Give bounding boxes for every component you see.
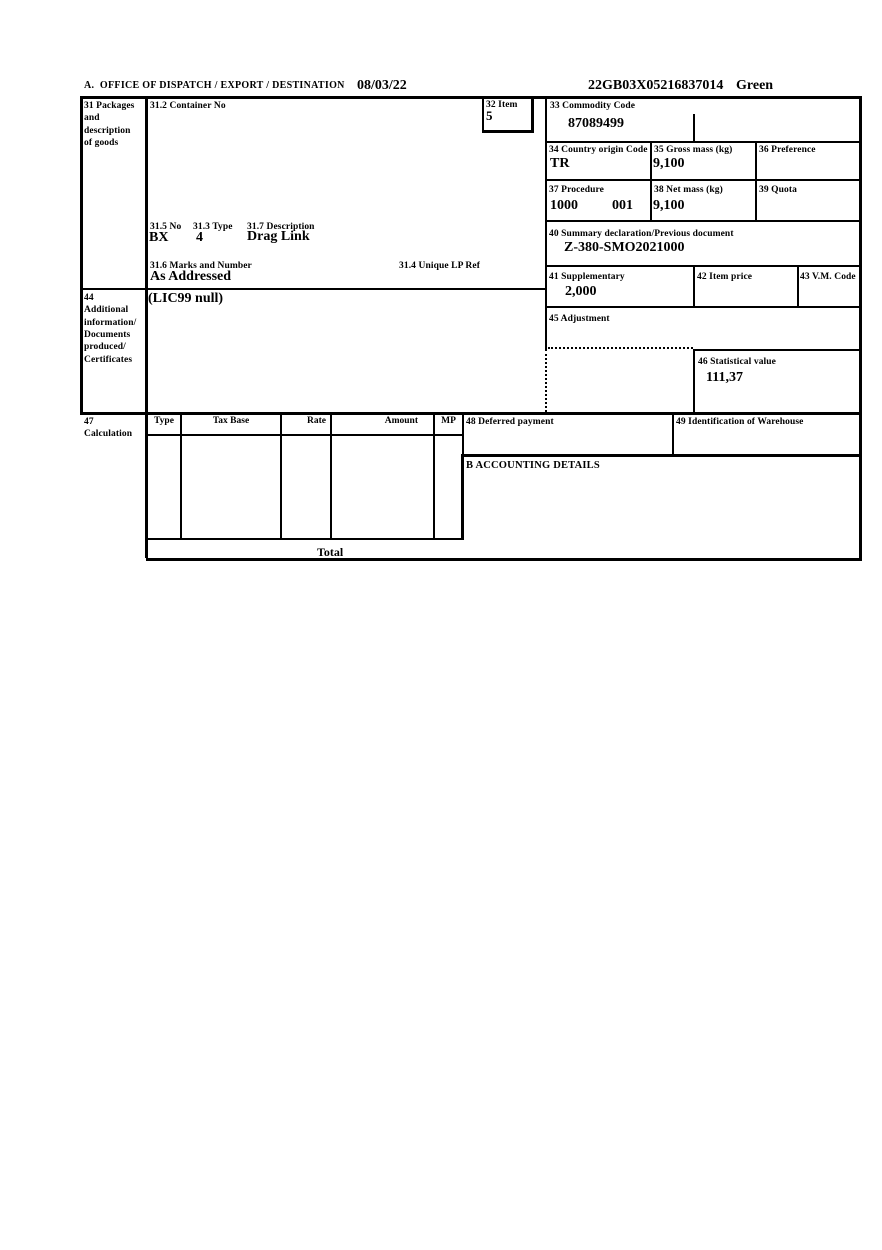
commodity-code-divider [693,114,695,143]
box31-2-label: 31.2 Container No [150,101,226,111]
grid-line [672,412,674,454]
box47-label [84,416,144,441]
grid-line [146,434,464,436]
box31-5-label: 31.5 No [150,222,182,232]
calc-header-amount: Amount [384,416,418,426]
box34-label: 34 Country origin Code [549,145,648,155]
box43-label: 43 V.M. Code [800,272,856,282]
box49-label: 49 Identification of Warehouse [676,417,804,427]
grid-line [545,179,862,181]
box40-label: 40 Summary declaration/Previous document [549,229,734,239]
calc-header-mp: MP [441,416,456,426]
box31-label: 31 Packages and description of goods [84,101,135,149]
box44-value: (LIC99 null) [148,291,224,306]
box46-value: 111,37 [706,370,743,385]
box44-label [84,292,146,366]
grid-line [433,412,435,540]
box33-value: 87089499 [568,116,624,131]
grid-line [755,141,757,222]
calc-header-tax-base: Tax Base [212,416,250,426]
box32-value: 5 [486,108,493,123]
box47-label-text: Calculation [84,429,133,440]
routing-status: Green [736,78,774,93]
grid-line [482,96,484,133]
calc-total-label: Total [317,545,344,559]
grid-line [545,220,862,222]
box37-value-2: 001 [612,198,633,213]
box45-label: 45 Adjustment [549,314,610,324]
box31-6-label: 31.6 Marks and Number [150,261,252,271]
box46-label: 46 Statistical value [698,357,776,367]
grid-line [482,130,534,133]
section-b-heading: B ACCOUNTING DETAILS [466,460,600,471]
box38-label: 38 Net mass (kg) [654,185,723,195]
box34-value: TR [550,156,570,171]
box38-value: 9,100 [653,198,685,213]
box31-3-label: 31.3 Type [193,222,233,232]
grid-line [545,265,862,267]
grid-line [693,349,862,351]
box31-7-label: 31.7 Description [247,222,315,232]
grid-line [330,412,332,540]
grid-line [545,141,862,143]
box31-5-value: BX [149,230,169,245]
box33-label: 33 Commodity Code [550,101,636,111]
box-a-heading: A. OFFICE OF DISPATCH / EXPORT / DESTINATION [84,80,345,91]
grid-line [693,349,695,412]
box37-value-1: 1000 [550,198,578,213]
grid-line [531,96,534,133]
grid-line [797,265,799,308]
acceptance-date: 08/03/22 [357,78,407,93]
grid-line [80,412,862,415]
calc-header-rate: Rate [307,416,326,426]
form-border-left [80,96,83,415]
grid-line [650,141,652,222]
grid-line [146,538,464,540]
box36-label: 36 Preference [759,145,816,155]
declaration-reference: 22GB03X05216837014 [588,78,724,93]
grid-line [462,412,464,457]
box35-value: 9,100 [653,156,685,171]
box35-label: 35 Gross mass (kg) [654,145,733,155]
form-border-bottom [146,558,862,561]
box31-6-value: As Addressed [150,269,232,284]
box39-label: 39 Quota [759,185,798,195]
box47-number: 47 [84,417,94,427]
box48-label: 48 Deferred payment [466,417,554,427]
box31-4-label: 31.4 Unique LP Ref [399,261,480,271]
box32-label: 32 Item [486,100,518,110]
calc-header-type: Type [154,416,174,426]
box41-value: 2,000 [565,284,597,299]
box44-label-text: Additional information/ Documents produced/ Certificates [84,305,137,365]
dotted-divider [548,347,693,349]
grid-line [545,306,862,308]
box40-value: Z-380-SMO2021000 [564,240,685,255]
box37-label: 37 Procedure [549,185,604,195]
form-border-right [859,96,862,561]
grid-line [545,96,547,349]
grid-line [80,288,547,290]
dotted-divider [545,349,547,412]
box44-number: 44 [84,293,94,303]
grid-line [180,412,182,540]
box42-label: 42 Item price [697,272,753,282]
box31-7-value: Drag Link [247,229,310,244]
grid-line [280,412,282,540]
form-border-top [80,96,862,99]
accounting-box-border [462,454,862,457]
accounting-box-border [461,454,464,540]
grid-line [693,265,695,308]
box41-label: 41 Supplementary [549,272,625,282]
box31-3-value: 4 [196,230,203,245]
